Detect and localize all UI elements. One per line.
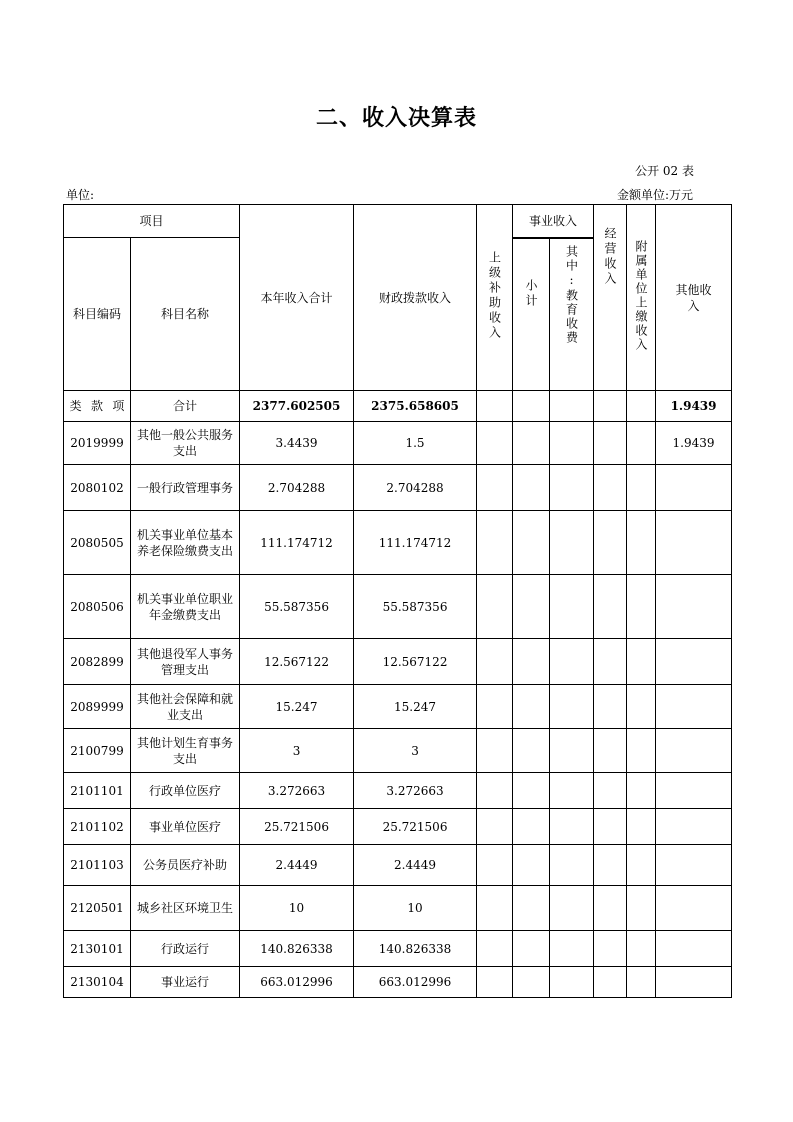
row-affiliated [627,465,656,511]
row-name: 其他退役军人事务管理支出 [131,639,240,685]
row-code: 2089999 [64,685,131,729]
row-subtotal [513,931,550,967]
header-project: 项目 [64,205,240,238]
row-other [656,465,732,511]
row-fiscal: 2.4449 [354,845,477,886]
row-fiscal: 12.567122 [354,639,477,685]
row-total: 55.587356 [240,575,354,639]
row-affiliated [627,773,656,809]
row-subtotal [513,967,550,998]
row-edu [550,575,594,639]
row-code: 2100799 [64,729,131,773]
table-row [64,685,732,729]
row-fiscal: 55.587356 [354,575,477,639]
row-total: 12.567122 [240,639,354,685]
row-code: 2080505 [64,511,131,575]
total-row [64,391,732,422]
row-name: 其他社会保障和就业支出 [131,685,240,729]
row-total: 15.247 [240,685,354,729]
row-total: 10 [240,886,354,931]
row-superior [477,886,513,931]
row-operating [594,465,627,511]
row-operating [594,845,627,886]
row-fiscal: 3 [354,729,477,773]
row-total: 111.174712 [240,511,354,575]
row-name: 城乡社区环境卫生 [131,886,240,931]
row-code: 2120501 [64,886,131,931]
total-sum: 2377.602505 [240,391,354,422]
row-fiscal: 15.247 [354,685,477,729]
row-superior [477,575,513,639]
row-code: 2130101 [64,931,131,967]
table-row [64,967,732,998]
row-subtotal [513,845,550,886]
total-fiscal: 2375.658605 [354,391,477,422]
row-operating [594,729,627,773]
row-other [656,809,732,845]
row-other [656,845,732,886]
row-total: 2.704288 [240,465,354,511]
row-subtotal [513,575,550,639]
row-fiscal: 663.012996 [354,967,477,998]
row-other [656,575,732,639]
row-affiliated [627,422,656,465]
header-business: 事业收入 [513,205,594,238]
row-other [656,931,732,967]
row-subtotal [513,685,550,729]
row-total: 3.4439 [240,422,354,465]
table-row [64,886,732,931]
row-operating [594,511,627,575]
table-row [64,845,732,886]
row-operating [594,809,627,845]
row-operating [594,685,627,729]
row-operating [594,931,627,967]
row-fiscal: 25.721506 [354,809,477,845]
row-superior [477,967,513,998]
header-lei: 类 [69,399,82,413]
row-name: 行政单位医疗 [131,773,240,809]
row-name: 机关事业单位职业年金缴费支出 [131,575,240,639]
header-fiscal: 财政拨款收入 [354,205,477,391]
table-row [64,422,732,465]
header-superior: 上级补助收入 [487,250,502,341]
row-name: 其他一般公共服务支出 [131,422,240,465]
row-superior [477,773,513,809]
money-unit-label: 金额单位:万元 [616,188,693,202]
row-superior [477,931,513,967]
row-subtotal [513,511,550,575]
row-name: 事业单位医疗 [131,809,240,845]
header-kuan: 款 [90,399,103,413]
row-superior [477,422,513,465]
row-superior [477,685,513,729]
table-row [64,809,732,845]
row-name: 其他计划生育事务支出 [131,729,240,773]
row-code: 2082899 [64,639,131,685]
row-superior [477,845,513,886]
row-edu [550,422,594,465]
row-edu [550,967,594,998]
row-operating [594,967,627,998]
table-code: 公开 02 表 [635,164,694,178]
row-other [656,967,732,998]
row-affiliated [627,886,656,931]
row-code: 2101103 [64,845,131,886]
row-subtotal [513,422,550,465]
page-title: 二、收入决算表 [315,106,477,131]
row-affiliated [627,729,656,773]
row-code: 2019999 [64,422,131,465]
row-other [656,773,732,809]
row-edu [550,729,594,773]
row-edu [550,886,594,931]
row-total: 3 [240,729,354,773]
row-affiliated [627,685,656,729]
row-affiliated [627,845,656,886]
row-fiscal: 1.5 [354,422,477,465]
row-operating [594,886,627,931]
header-operating: 经营收入 [603,227,618,287]
row-edu [550,773,594,809]
table-row [64,773,732,809]
header-other: 其他收入 [656,205,732,391]
row-name: 一般行政管理事务 [131,465,240,511]
row-affiliated [627,809,656,845]
row-edu [550,931,594,967]
row-other [656,639,732,685]
row-operating [594,575,627,639]
table-row [64,729,732,773]
row-fiscal: 111.174712 [354,511,477,575]
header-subject-name: 科目名称 [131,238,240,391]
row-affiliated [627,931,656,967]
row-edu [550,845,594,886]
row-name: 行政运行 [131,931,240,967]
unit-label: 单位: [66,188,95,202]
row-superior [477,729,513,773]
row-affiliated [627,511,656,575]
row-subtotal [513,809,550,845]
row-operating [594,422,627,465]
row-edu [550,465,594,511]
header-subtotal: 小计 [524,279,539,309]
row-fiscal: 2.704288 [354,465,477,511]
row-other [656,729,732,773]
row-operating [594,639,627,685]
row-other [656,511,732,575]
row-edu [550,511,594,575]
row-code: 2130104 [64,967,131,998]
row-other [656,886,732,931]
row-code: 2080102 [64,465,131,511]
row-total: 2.4449 [240,845,354,886]
row-subtotal [513,639,550,685]
header-total: 本年收入合计 [240,205,354,391]
row-superior [477,465,513,511]
row-subtotal [513,729,550,773]
row-subtotal [513,773,550,809]
row-affiliated [627,639,656,685]
row-other: 1.9439 [656,422,732,465]
row-fiscal: 10 [354,886,477,931]
row-edu [550,685,594,729]
header-xiang: 项 [112,399,125,413]
row-total: 140.826338 [240,931,354,967]
row-subtotal [513,465,550,511]
row-edu [550,639,594,685]
header-affiliated: 附属单位上缴收入 [634,239,649,352]
table-row [64,575,732,639]
table-row [64,511,732,575]
row-superior [477,809,513,845]
row-name: 机关事业单位基本养老保险缴费支出 [131,511,240,575]
row-name: 事业运行 [131,967,240,998]
income-table [63,204,732,998]
header-edu: 其中:教育收费 [564,245,579,345]
row-fiscal: 140.826338 [354,931,477,967]
table-row [64,465,732,511]
row-total: 3.272663 [240,773,354,809]
total-other: 1.9439 [656,391,732,422]
total-label: 合计 [131,391,240,422]
row-fiscal: 3.272663 [354,773,477,809]
row-edu [550,809,594,845]
table-row [64,639,732,685]
row-other [656,685,732,729]
row-affiliated [627,575,656,639]
row-superior [477,511,513,575]
row-code: 2080506 [64,575,131,639]
header-subject-code: 科目编码 [64,238,131,391]
row-name: 公务员医疗补助 [131,845,240,886]
row-operating [594,773,627,809]
row-code: 2101101 [64,773,131,809]
row-code: 2101102 [64,809,131,845]
row-superior [477,639,513,685]
row-total: 663.012996 [240,967,354,998]
row-subtotal [513,886,550,931]
row-affiliated [627,967,656,998]
table-row [64,931,732,967]
row-total: 25.721506 [240,809,354,845]
